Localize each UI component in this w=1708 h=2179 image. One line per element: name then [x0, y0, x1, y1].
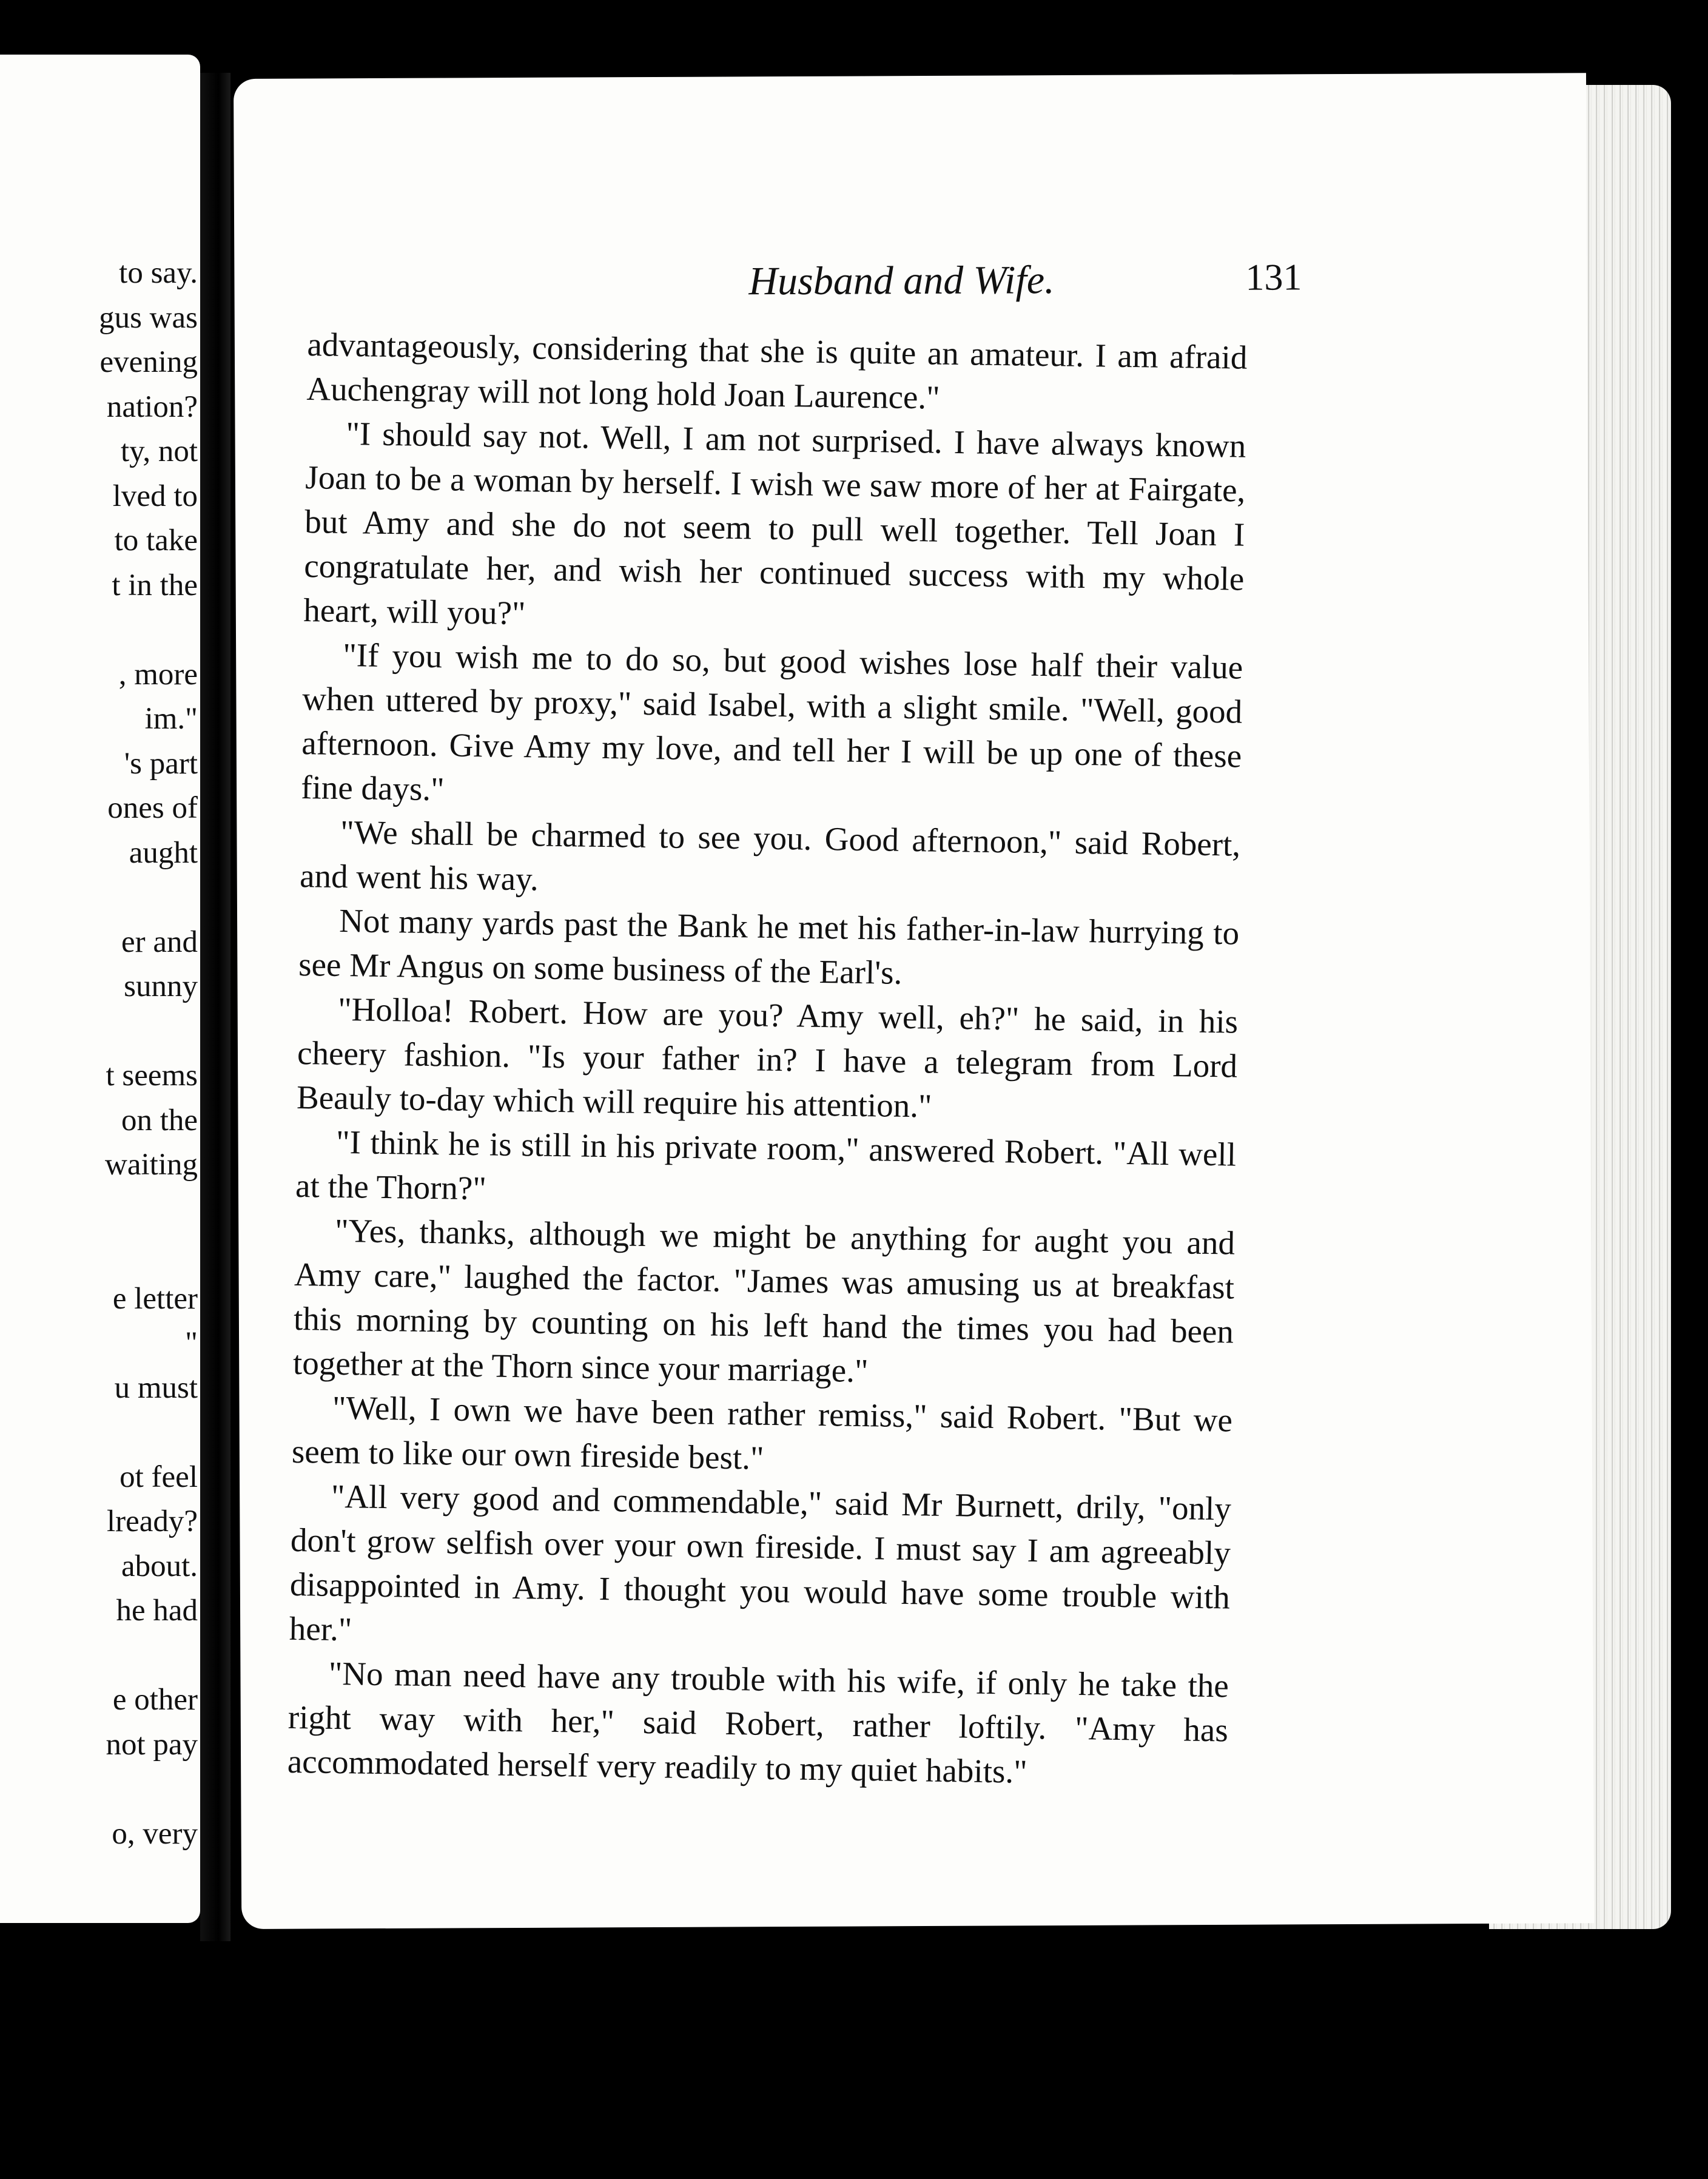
paragraph: advantageously, considering that she is quite an amateur. I am afraid Auchengray will not long hold Joan Laurence."	[306, 326, 1248, 416]
left-page-line: not pay	[106, 1727, 198, 1762]
left-page-line: lved to	[112, 479, 198, 513]
left-page-line: e other	[112, 1683, 198, 1717]
left-page-line: e letter	[112, 1281, 198, 1316]
paragraph: "We shall be charmed to see you. Good afternoon," said Robert, and went his way.	[299, 813, 1241, 898]
current-page	[234, 73, 1594, 1929]
left-page-line: evening	[99, 345, 198, 379]
left-page-line: u must	[114, 1370, 198, 1405]
paragraph: "No man need have any trouble with his wife, if only he take the right way with her," said Robert, rather loftily. "Amy has accommodated herself very readily to my quiet habits."	[287, 1654, 1229, 1790]
paragraph: "I should say not. Well, I am not surprised. I have always known Joan to be a woman by herself. I wish we saw more of her at Fairgate, but Amy and she do not seem to pull well together. Tell Joan I congratulate her, and wish her continued success with my whole heart, will you?"	[303, 414, 1246, 632]
left-page-line: to take	[114, 524, 198, 557]
page-content	[234, 73, 1594, 1929]
left-page-line: im."	[144, 702, 198, 736]
left-page-line: t seems	[106, 1059, 198, 1093]
left-page-line: aught	[129, 835, 198, 870]
left-page-line: nation?	[106, 389, 198, 424]
left-page-line: er and	[121, 924, 198, 959]
left-page-line: to say.	[119, 256, 198, 290]
left-page-line: he had	[116, 1594, 198, 1628]
page-number: 131	[1245, 257, 1302, 298]
paragraph: "If you wish me to do so, but good wishes lose half their value when uttered by proxy," said Isabel, with a slight smile. "Well, good afternoon. Give Amy my love, and tell her I will be up one of these fine days."	[300, 636, 1243, 808]
left-page-line: lready?	[106, 1504, 198, 1538]
body-text	[287, 322, 1247, 1796]
left-page-line: gus was	[99, 300, 198, 335]
left-page-line: ot feel	[119, 1460, 198, 1494]
left-page-line: ones of	[107, 791, 198, 825]
paragraph: "All very good and commendable," said Mr Burnett, drily, "only don't grow selfish over your own fireside. I must say I am agreeably disappointed in Amy. I thought you would have some trouble with her."	[289, 1477, 1232, 1648]
book-gutter	[200, 73, 230, 1941]
running-head: Husband and Wife.	[748, 258, 1055, 304]
paragraph: "Well, I own we have been rather remiss," said Robert. "But we seem to like our own fireside best."	[291, 1389, 1233, 1477]
left-page-line: t in the	[112, 568, 198, 602]
left-page-line: ty, not	[120, 434, 198, 468]
left-page-line: o, very	[112, 1816, 198, 1851]
paragraph: "Yes, thanks, although we might be anything for aught you and Amy care," laughed the factor. "James was amusing us at breakfast this morning by counting on his left hand the times you had been together at the Thorn since your marriage."	[292, 1211, 1236, 1390]
previous-page-fragment	[0, 55, 200, 1923]
left-page-line: 's part	[124, 746, 198, 781]
paragraph: "Holloa! Robert. How are you? Amy well, eh?" he said, in his cheery fashion. "Is your father in? I have a telegram from Lord Beauly to-day which will require his attention."	[296, 990, 1239, 1125]
left-page-line: sunny	[124, 969, 198, 1003]
left-page-line: waiting	[105, 1148, 198, 1182]
left-page-line: on the	[121, 1103, 198, 1137]
paragraph: Not many yards past the Bank he met his father-in-law hurrying to see Mr Angus on some business of the Earl's.	[298, 901, 1240, 991]
left-page-line: , more	[118, 657, 198, 692]
left-page-line: about.	[121, 1549, 198, 1583]
left-page-line: "	[185, 1326, 198, 1360]
paragraph: "I think he is still in his private room," answered Robert. "All well at the Thorn?"	[295, 1123, 1237, 1207]
